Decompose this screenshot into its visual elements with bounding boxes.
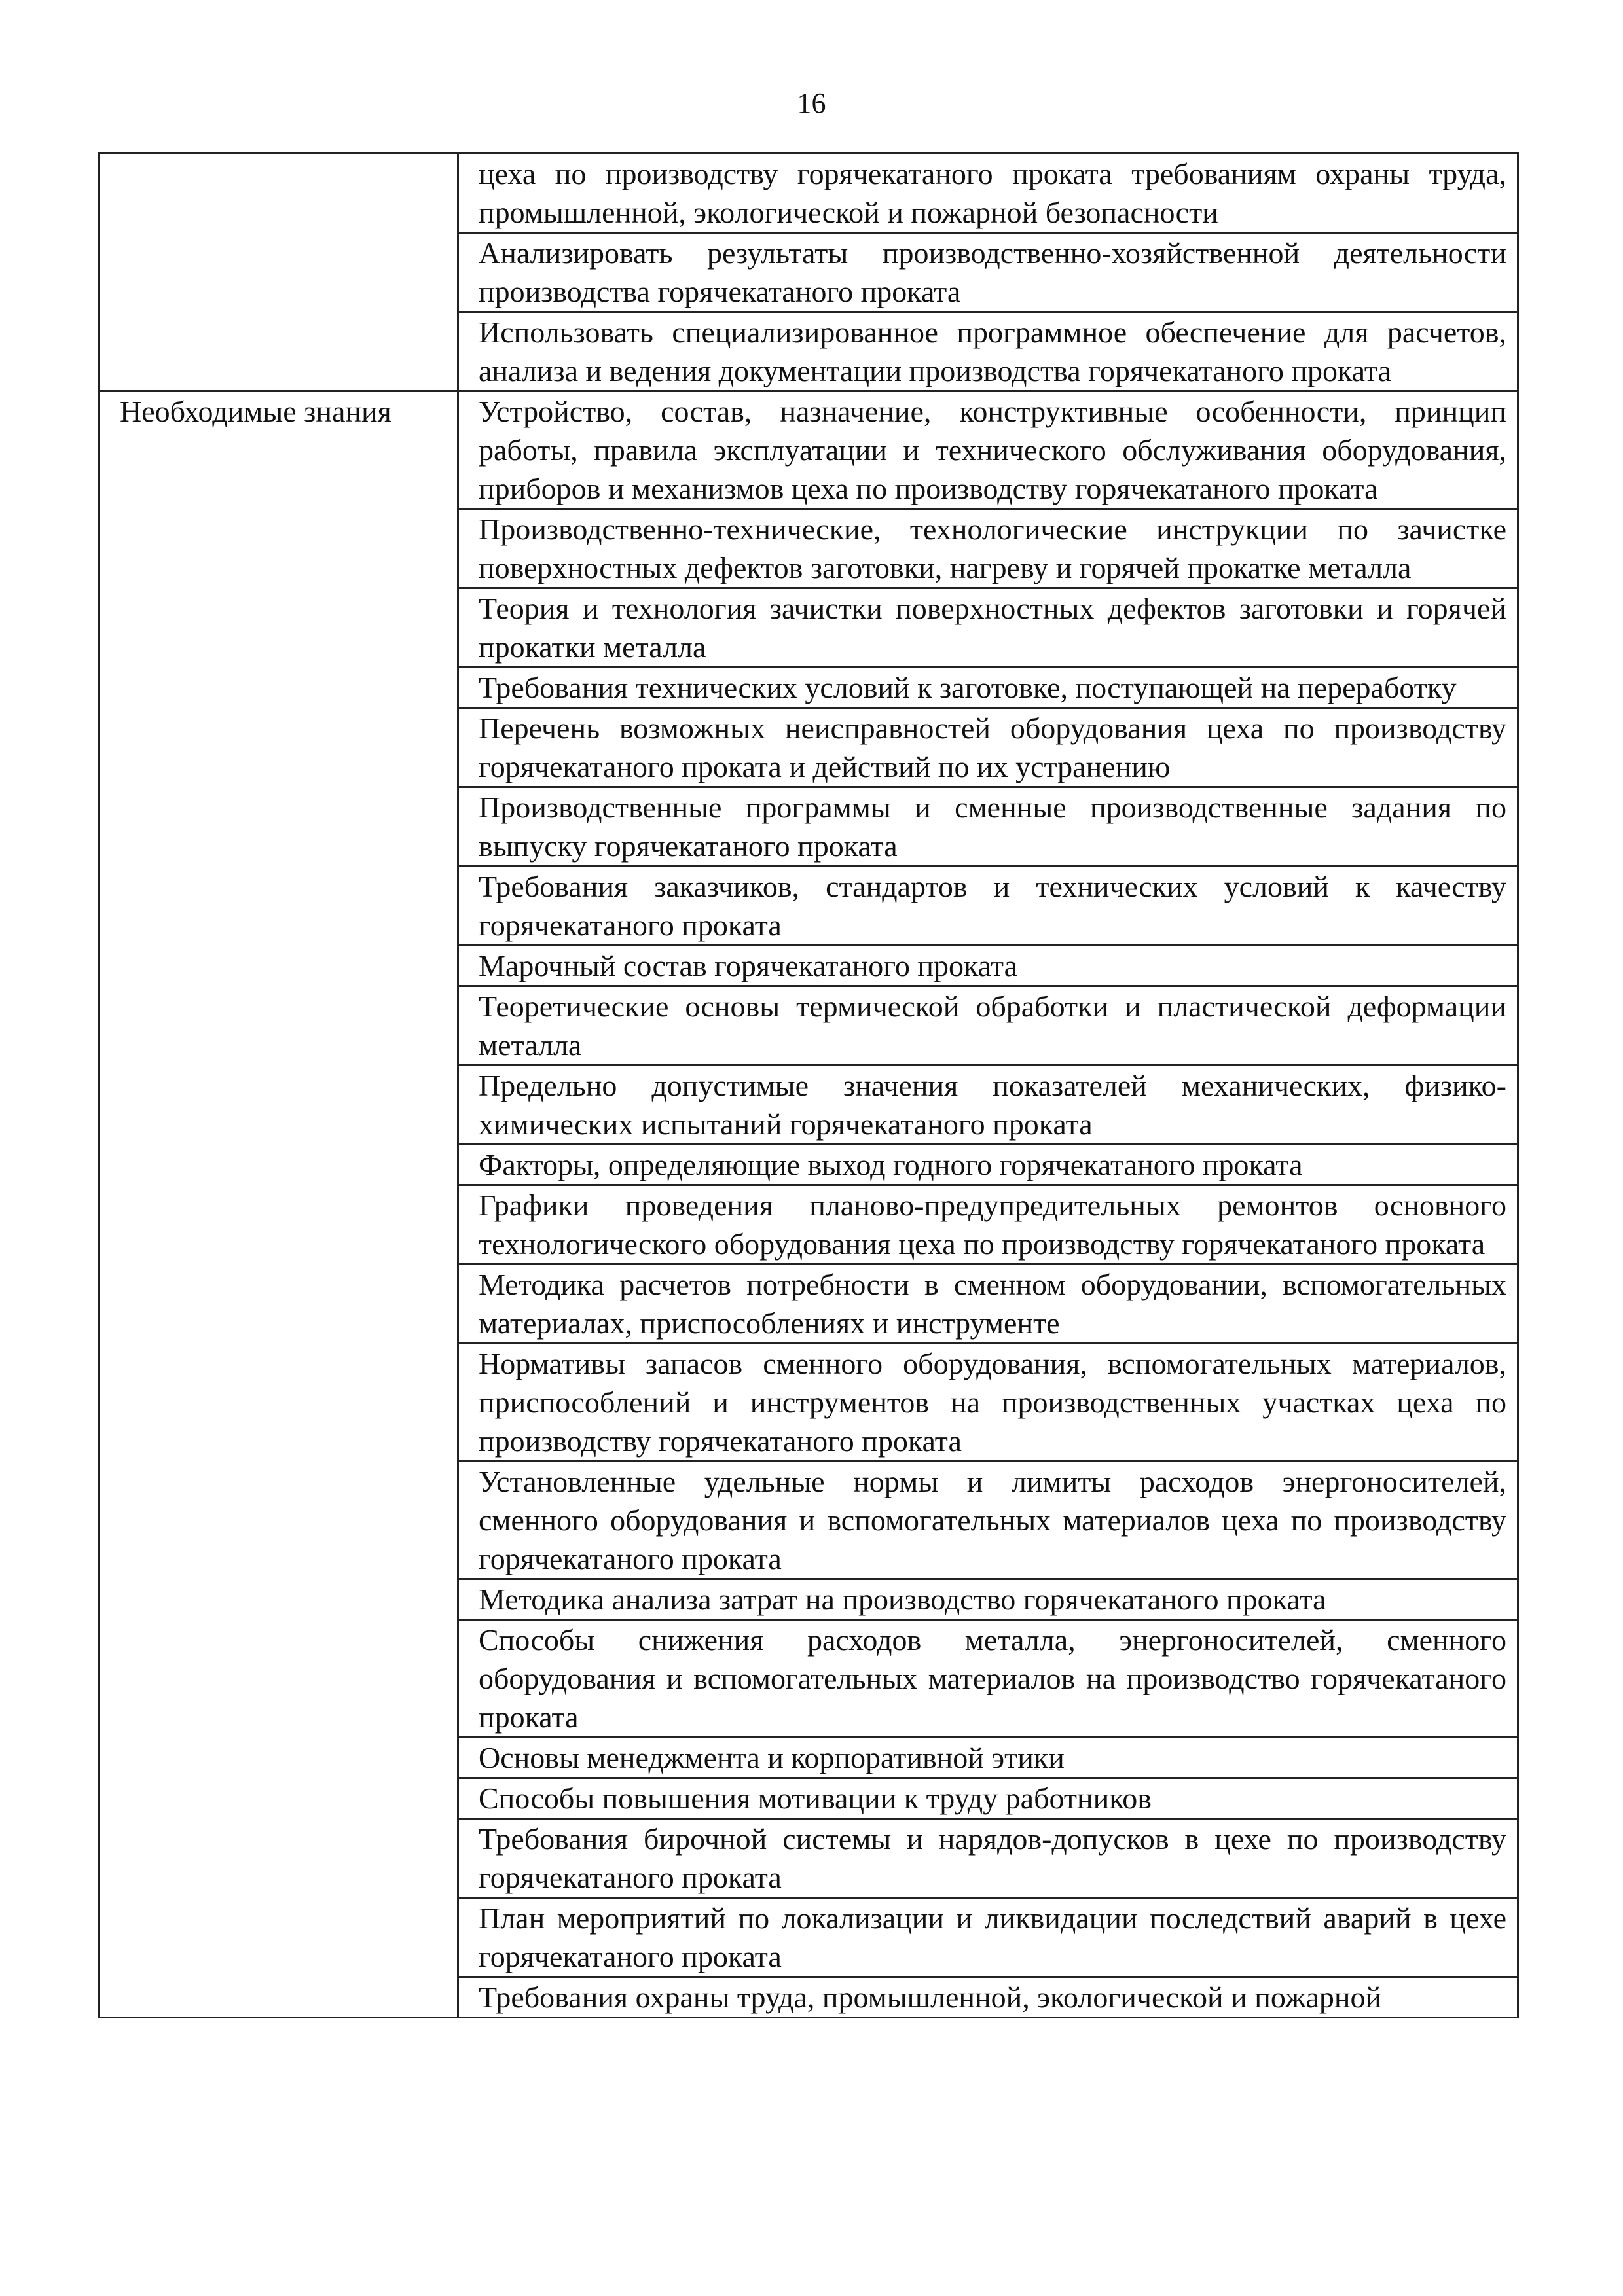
table-cell-text: Производственные программы и сменные производственные задания по выпуску горячекатаного проката [458,787,1518,867]
table-cell-text: Марочный состав горячекатаного проката [458,946,1518,986]
table-cell-text: Установленные удельные нормы и лимиты расходов энергоносителей, сменного оборудования и вспомогательных материалов цеха по производству горячекатаного проката [458,1462,1518,1579]
table-cell-text: Теория и технология зачистки поверхностных дефектов заготовки и горячей прокатки металла [458,588,1518,668]
skills-label-cell-empty [100,154,458,391]
table-cell-text: Способы снижения расходов металла, энергоносителей, сменного оборудования и вспомогательных материалов на производство горячекатаного проката [458,1620,1518,1738]
table-cell-text: Требования заказчиков, стандартов и технических условий к качеству горячекатаного проката [458,867,1518,946]
table-cell-text: Предельно допустимые значения показателей механических, физико-химических испытаний горячекатаного проката [458,1066,1518,1145]
table-cell-text: Перечень возможных неисправностей оборудования цеха по производству горячекатаного проката и действий по их устранению [458,708,1518,787]
knowledge-skills-table [98,152,1519,2018]
table-row [100,154,1518,233]
table-cell-text: Требования охраны труда, промышленной, экологической и пожарной [458,1977,1518,2018]
table-cell-text: Теоретические основы термической обработки и пластической деформации металла [458,986,1518,1066]
page-number: 16 [797,87,826,119]
table-cell-text: Анализировать результаты производственно-хозяйственной деятельности производства горячекатаного проката [458,233,1518,312]
table-cell-text: Методика расчетов потребности в сменном оборудовании, вспомогательных материалах, приспособлениях и инструменте [458,1265,1518,1344]
table-cell-text: Требования технических условий к заготовке, поступающей на переработку [458,668,1518,708]
table-cell-text: Способы повышения мотивации к труду работников [458,1778,1518,1819]
table-cell-text: Использовать специализированное программное обеспечение для расчетов, анализа и ведения документации производства горячекатаного проката [458,312,1518,391]
table-cell-text: Основы менеджмента и корпоративной этики [458,1738,1518,1778]
table-cell-text: Производственно-технические, технологические инструкции по зачистке поверхностных дефектов заготовки, нагреву и горячей прокатке металла [458,509,1518,588]
table-cell-text: План мероприятий по локализации и ликвидации последствий аварий в цехе горячекатаного проката [458,1898,1518,1977]
table-cell-text: цеха по производству горячекатаного проката требованиям охраны труда, промышленной, экологической и пожарной безопасности [458,154,1518,233]
table-cell-text: Устройство, состав, назначение, конструктивные особенности, принцип работы, правила эксплуатации и технического обслуживания оборудования, приборов и механизмов цеха по производству горячекатаного проката [458,391,1518,509]
table-cell-text: Нормативы запасов сменного оборудования, вспомогательных материалов, приспособлений и инструментов на производственных участках цеха по производству горячекатаного проката [458,1344,1518,1462]
required-knowledge-label: Необходимые знания [100,391,458,2018]
table-cell-text: Методика анализа затрат на производство горячекатаного проката [458,1579,1518,1620]
table-cell-text: Графики проведения планово-предупредительных ремонтов основного технологического оборудования цеха по производству горячекатаного проката [458,1185,1518,1265]
table-cell-text: Факторы, определяющие выход годного горячекатаного проката [458,1145,1518,1185]
table-row [100,391,1518,509]
table-cell-text: Требования бирочной системы и нарядов-допусков в цехе по производству горячекатаного проката [458,1819,1518,1898]
